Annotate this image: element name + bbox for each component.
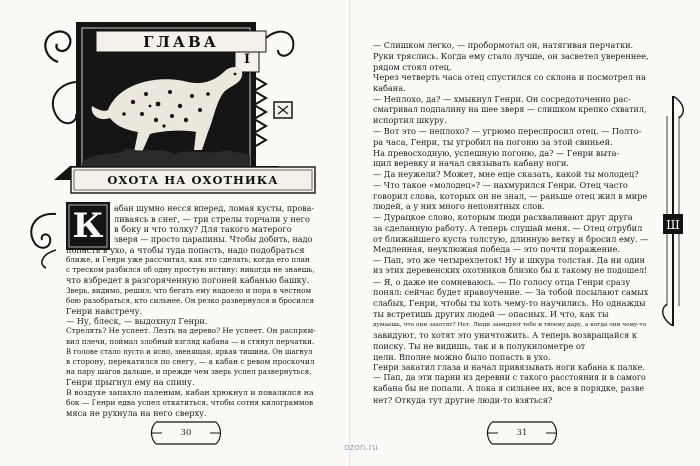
text-line: поиску. Ты не видишь, так и в полукилометре от bbox=[373, 341, 586, 351]
text-line: сматривал подпалину на шее зверя — слишком крепко схватил, bbox=[373, 104, 647, 114]
text-line: думаешь, что они захотят? Нет. Люди завидуют тебе и твоему дару, а когда они чему-то bbox=[373, 321, 647, 328]
text-line: мяса не рухнула на него сверху. bbox=[66, 408, 207, 418]
text-line: ты встретишь других людей — опасных. И что, как ты bbox=[373, 308, 609, 319]
text-line: Генри прыгнул ему на спину. bbox=[66, 377, 195, 388]
text-line: абан шумно несся вперед, ломая кусты, прова- bbox=[114, 204, 315, 213]
text-line: бою разобраться, кто сильнее. Он резко развернулся и бросился bbox=[66, 295, 315, 305]
text-line: нет? Откуда тут другие люди-то взяться? bbox=[373, 394, 553, 405]
left-page bbox=[0, 0, 349, 466]
text-line: Зверь, видимо, решил, что бегать ему надоело и пора в честном bbox=[66, 285, 312, 295]
text-line: — Ну, блеск, — выдохнул Генри. bbox=[66, 316, 208, 327]
text-line: от ближайшего куста толстую, длинную ветку и бросил ему. — bbox=[373, 233, 649, 244]
text-line: Руки тряслись. Когда ему стало лучше, он засветел увереннее, bbox=[373, 50, 649, 61]
text-line: — Пап, это же четырехлеток! Ну и шкура толстая. Да ни один bbox=[373, 255, 646, 265]
text-line: слабых, Генри, чтобы ты хоть чему-то научились. Но однажды bbox=[373, 298, 646, 308]
right-page-number: 31 bbox=[516, 428, 528, 438]
left-margin-ornament bbox=[22, 210, 58, 270]
text-line: рядом стоял отец. bbox=[373, 61, 452, 72]
text-line: в сторону, перекатился по снегу, — а кабан с ревом проскочил bbox=[66, 357, 315, 366]
text-line: Стрелять? Не успеет. Лезть на дерево? Не успеет. Он распрям- bbox=[66, 326, 316, 336]
chapter-number: I bbox=[243, 52, 251, 67]
text-line: говорил слова, которых он не знал, — раньше отец жил в мире bbox=[373, 190, 648, 201]
text-line: — Вот это — неплохо? — угрюмо переспросил отец. — Полто- bbox=[373, 126, 642, 136]
text-line: — Да неужели? Может, мне еще сказать, какой ты молодец? bbox=[373, 169, 639, 179]
text-line: за сделанную работу. А теперь слушай меня. — Отец отрубил bbox=[373, 222, 643, 233]
text-line: — Пап, да эти парни из деревни с такого расстояния и в самого bbox=[373, 373, 646, 383]
text-line: завидуют, то хотят это уничтожить. А теперь возвращайся к bbox=[373, 330, 637, 341]
text-line: Генри закатил глаза и начал привязывать ноги кабана к палке. bbox=[373, 362, 645, 372]
text-line: зверя — просто царапины. Чтобы добить, надо bbox=[114, 234, 313, 244]
text-line: — Я, о даже не сомневаюсь. — По голосу отца Генри сразу bbox=[373, 276, 631, 287]
text-line: из этих деревенских охотников близко бы к такому не подошел! bbox=[373, 265, 648, 275]
text-line: кабана бы не попали. А пока я сильнее их, все в порядке, разве bbox=[373, 384, 645, 393]
text-line: щил веревку и начал связывать кабану ноги. bbox=[373, 158, 569, 169]
text-line: — Дурацкое слово, которым люди расхваливают друг друга bbox=[373, 212, 633, 222]
text-line: бок — Генри едва успел откатиться, чтобы сотня килограммов bbox=[66, 397, 314, 407]
text-line: что взбредет в разгоряченную погоней кабанью башку. bbox=[66, 275, 310, 286]
text-line: Через четверть часа отец спустился со склона и посмотрел на bbox=[373, 72, 646, 83]
text-line: попасть в ухо, а чтобы туда попасть, надо подобраться bbox=[66, 244, 305, 255]
text-line: Генри навстречу. bbox=[66, 306, 143, 316]
text-line: — Что такое «молодец»? — нахмурился Генри. Отец часто bbox=[373, 179, 628, 190]
text-line: в боку и что толку? Для такого матерого bbox=[114, 224, 292, 235]
text-line: с треском разбился об одну простую истину: никогда не знаешь, bbox=[66, 265, 315, 275]
text-line: цели. Вполне можно было попасть в ухо. bbox=[373, 351, 551, 362]
text-line: испортил шкуру. bbox=[373, 115, 447, 126]
right-margin-border bbox=[653, 96, 693, 326]
text-line: — Слишком легко, — пробормотал он, натягивая перчатки. bbox=[373, 40, 634, 50]
text-line: ливаясь в снег, — три стрелы торчали у него bbox=[114, 214, 310, 225]
text-line: На превосходную, успешную погоню, да? — Генри выта- bbox=[373, 147, 620, 158]
left-page-number: 30 bbox=[180, 428, 192, 438]
chapter-title: ОХОТА НА ОХОТНИКА bbox=[107, 173, 279, 187]
watermark: ozon.ru bbox=[344, 443, 378, 453]
text-line: понял: сейчас будет нравоучение. — За тобой посылают самых bbox=[373, 287, 649, 298]
text-line: В голове стало пусто и ясно, звенящая, яркая тишина. Он шагнул bbox=[66, 347, 313, 356]
text-line: на пару шагов дальше, и прежде чем зверь успел развернуться, bbox=[66, 367, 312, 377]
text-line: Медленная, неуклюжая победа — это почти поражение. bbox=[373, 244, 620, 255]
text-line: ближе, и Генри уже рассчитал, как это сделать, когда его план bbox=[66, 255, 310, 264]
right-page bbox=[351, 0, 700, 466]
corner-mark-glyph: Ш bbox=[666, 218, 680, 232]
text-line: людей, а у них много непонятных слов. bbox=[373, 201, 545, 212]
text-line: ра часа, Генри, ты угробил на погоню за этой свиньей. bbox=[373, 136, 613, 147]
text-line: — Неплохо, да? — хмыкнул Генри. Он сосредоточенно рас- bbox=[373, 93, 631, 104]
drop-cap: К bbox=[72, 206, 104, 246]
text-line: вил плечи, поймал злобный взгляд кабана — и стянул перчатки. bbox=[66, 336, 315, 346]
text-line: В воздухе запахло паленым, кабан хрюкнул и повалился на bbox=[66, 387, 314, 397]
chapter-label: ГЛАВА bbox=[143, 32, 219, 51]
text-line: кабана. bbox=[373, 83, 406, 93]
